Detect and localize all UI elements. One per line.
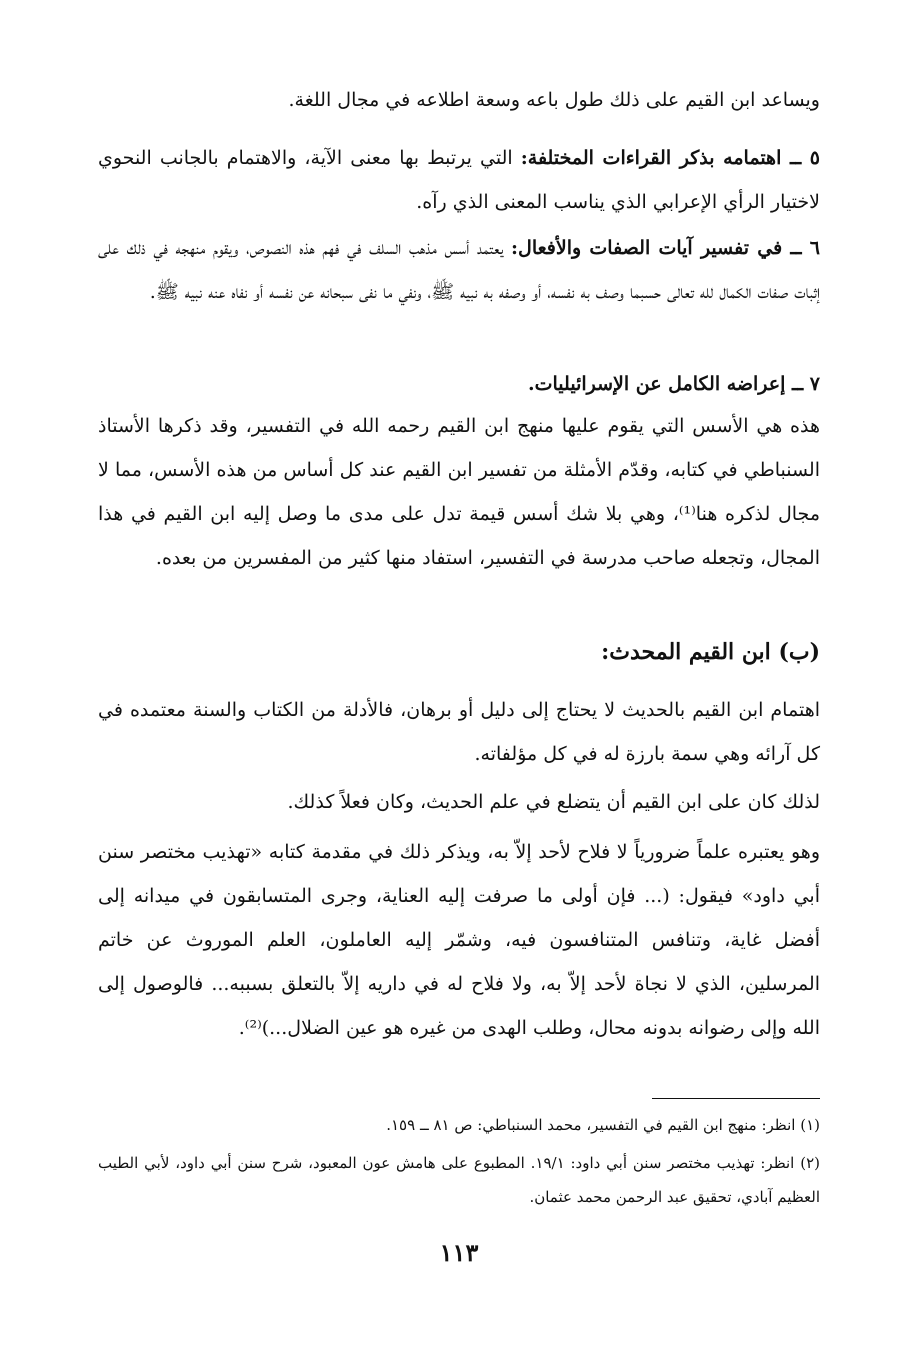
paragraph-intro xyxy=(98,78,820,122)
paragraph-hadith-3: وهو يعتبره علماً ضرورياً لا فلاح لأحد إلاّ به، ويذكر ذلك في مقدمة كتابه «تهذيب مختصر سنن أبي داود» فيقول: (... فإن أولى ما صرفت إليه العناية، وجرى المتسابقون في ميدانه إلى أفضل غاية، وتنافس المتنافسون فيه، وشمّر إليه العاملون، العلم الموروث عن خاتم المرسلين، الذي لا نجاة لأحد إلاّ به، ولا فلاح له في داريه إلاّ بالتعلق بسببه... فالوصول إلى الله وإلى رضوانه بدونه محال، وطلب الهدى من غيره هو عين الضلال...)⁽²⁾. xyxy=(98,841,820,1039)
paragraph-point-6 xyxy=(98,226,820,314)
paragraph-text: ويساعد ابن القيم على ذلك طول باعه وسعة اطلاعه في مجال اللغة. xyxy=(288,89,820,111)
section-heading: (ب) ابن القيم المحدث: xyxy=(601,639,820,665)
page-number: ١١٣ xyxy=(439,1238,479,1267)
paragraph-point-7 xyxy=(98,362,820,406)
paragraph-summary xyxy=(98,404,820,580)
footnote-1: (١) انظر: منهج ابن القيم في التفسير، محمد السنباطي: ص ٨١ ــ ١٥٩. xyxy=(386,1116,820,1134)
summary-text: هذه هي الأسس التي يقوم عليها منهج ابن القيم رحمه الله في التفسير، وقد ذكرها الأستاذ السنباطي في كتابه، وقدّم الأمثلة من تفسير ابن القيم عند كل أساس من هذه الأسس، مما لا مجال لذكره هنا⁽¹⁾، وهي بلا شك أسس قيمة تدل على مدى ما وصل إليه ابن القيم في هذا المجال، وتجعله صاحب مدرسة في التفسير، استفاد منها كثير من المفسرين من بعده. xyxy=(98,415,820,569)
footnote-divider xyxy=(652,1098,820,1099)
point-5-text: التي يرتبط بها معنى الآية، والاهتمام بالجانب النحوي لاختيار الرأي الإعرابي الذي يناسب المعنى الذي رآه. xyxy=(98,147,820,213)
paragraph-hadith-2: لذلك كان على ابن القيم أن يتضلع في علم الحديث، وكان فعلاً كذلك. xyxy=(287,791,820,813)
point-6-text: يعتمد أسس مذهب السلف في فهم هذه النصوص، ويقوم منهجه في ذلك على إثبات صفات الكمال لله تعالى حسبما وصف به نفسه، أو وصفه به نبيه ﷺ، ونفي ما نفى سبحانه عن نفسه أو نفاه عنه نبيه ﷺ. xyxy=(98,237,820,303)
point-7-lead: ٧ ــ إعراضه الكامل عن الإسرائيليات. xyxy=(528,373,820,395)
paragraph-point-5 xyxy=(98,136,820,224)
footnote-2: (٢) انظر: تهذيب مختصر سنن أبي داود: ١٩/١. المطبوع على هامش عون المعبود، شرح سنن أبي داود، لأبي الطيب العظيم آبادي، تحقيق عبد الرحمن محمد عثمان. xyxy=(98,1154,820,1206)
point-6-lead: ٦ ــ في تفسير آيات الصفات والأفعال: xyxy=(511,237,820,259)
paragraph-hadith-1: اهتمام ابن القيم بالحديث لا يحتاج إلى دليل أو برهان، فالأدلة من الكتاب والسنة معتمده في كل آرائه وهي سمة بارزة له في كل مؤلفاته. xyxy=(98,699,820,765)
point-5-lead: ٥ ــ اهتمامه بذكر القراءات المختلفة: xyxy=(520,147,821,169)
